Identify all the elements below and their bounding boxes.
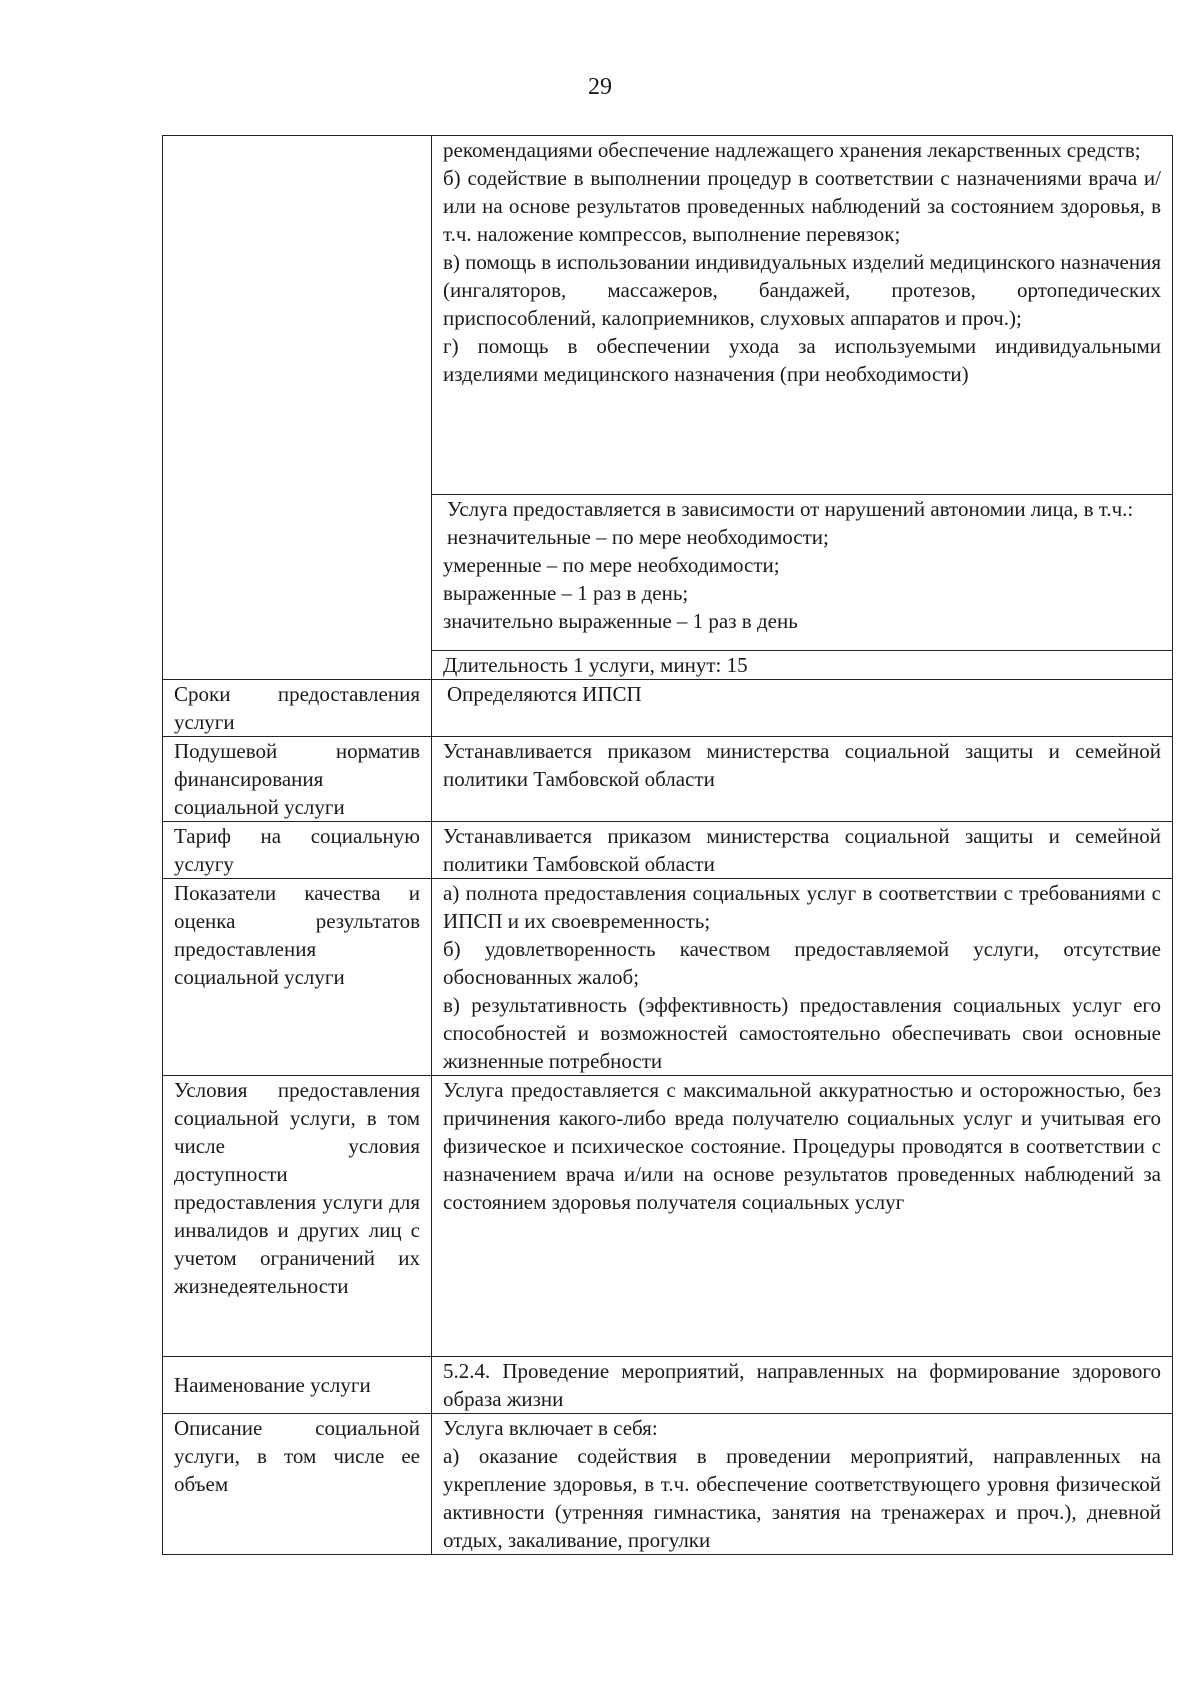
row-label: Тариф на социальную услугу	[163, 822, 432, 879]
table-row	[163, 737, 1173, 822]
paragraph: Услуга предоставляется с максимальной аккуратностью и осторожностью, без причинения какого-либо вреда получателю социальных услуг и учитывая его физическое и психическое состояние. Процедуры проводятся в соответствии с назначением врача и/или на основе результатов проведенных наблюдений за состоянием здоровья получателя социальных услуг	[443, 1078, 1161, 1214]
service-table	[162, 135, 1173, 1555]
table-row	[163, 1357, 1173, 1414]
row-content	[432, 1414, 1173, 1555]
paragraph: умеренные – по мере необходимости;	[443, 552, 780, 577]
table-row	[163, 1076, 1173, 1357]
table-row	[163, 1414, 1173, 1555]
paragraph: выраженные – 1 раз в день;	[443, 580, 689, 605]
paragraph: а) оказание содействия в проведении мероприятий, направленных на укрепление здоровья, в т.ч. обеспечение соответствующего уровня физической активности (утренняя гимнастика, занятия на тренажерах и проч.), дневной отдых, закаливание, прогулки	[443, 1444, 1161, 1552]
row-content	[432, 879, 1173, 1076]
table-row	[163, 879, 1173, 1076]
row-label: Условия предоставления социальной услуги, в том числе условия доступности предоставления услуги для инвалидов и других лиц с учетом ограничений их жизнедеятельности	[163, 1076, 432, 1357]
row-label: Подушевой норматив финансирования социальной услуги	[163, 737, 432, 822]
row-content	[432, 1076, 1173, 1357]
paragraph: незначительные – по мере необходимости;	[447, 524, 829, 549]
row-content	[432, 494, 1173, 650]
row-content	[432, 737, 1173, 822]
row-content	[432, 680, 1173, 737]
row-label-empty	[163, 136, 432, 680]
paragraph: 5.2.4. Проведение мероприятий, направленных на формирование здорового образа жизни	[443, 1359, 1161, 1411]
table-row	[163, 680, 1173, 737]
paragraph: б) содействие в выполнении процедур в соответствии с назначениями врача и/или на основе результатов проведенных наблюдений за состоянием здоровья, в т.ч. наложение компрессов, выполнение перевязок;	[443, 166, 1161, 246]
row-content	[432, 1357, 1173, 1414]
table-row	[163, 822, 1173, 879]
paragraph: б) удовлетворенность качеством предоставляемой услуги, отсутствие обоснованных жалоб;	[443, 937, 1161, 989]
row-label: Показатели качества и оценка результатов предоставления социальной услуги	[163, 879, 432, 1076]
paragraph: Длительность 1 услуги, минут: 15	[443, 652, 748, 677]
paragraph: Устанавливается приказом министерства социальной защиты и семейной политики Тамбовской области	[443, 739, 1161, 791]
paragraph: Устанавливается приказом министерства социальной защиты и семейной политики Тамбовской области	[443, 824, 1161, 876]
table-row	[163, 136, 1173, 495]
row-label: Описание социальной услуги, в том числе ее объем	[163, 1414, 432, 1555]
row-content	[432, 822, 1173, 879]
paragraph: рекомендациями обеспечение надлежащего хранения лекарственных средств;	[443, 138, 1141, 162]
paragraph: Услуга предоставляется в зависимости от нарушений автономии лица, в т.ч.:	[447, 496, 1134, 521]
row-content	[432, 650, 1173, 679]
page-number: 29	[588, 74, 612, 100]
paragraph: Услуга включает в себя:	[443, 1416, 658, 1440]
paragraph: г) помощь в обеспечении ухода за используемыми индивидуальными изделиями медицинского назначения (при необходимости)	[443, 334, 1161, 386]
paragraph: а) полнота предоставления социальных услуг в соответствии с требованиями с ИПСП и их своевременность;	[443, 881, 1161, 933]
paragraph: в) помощь в использовании индивидуальных изделий медицинского назначения (ингаляторов, массажеров, бандажей, протезов, ортопедических приспособлений, калоприемников, слуховых аппаратов и проч.);	[443, 250, 1161, 330]
paragraph: в) результативность (эффективность) предоставления социальных услуг его способностей и возможностей самостоятельно обеспечивать свои основные жизненные потребности	[443, 993, 1161, 1073]
row-label: Наименование услуги	[163, 1357, 432, 1414]
row-label: Сроки предоставления услуги	[163, 680, 432, 737]
paragraph: значительно выраженные – 1 раз в день	[443, 608, 798, 633]
row-content	[432, 136, 1173, 495]
paragraph: Определяются ИПСП	[447, 682, 642, 706]
